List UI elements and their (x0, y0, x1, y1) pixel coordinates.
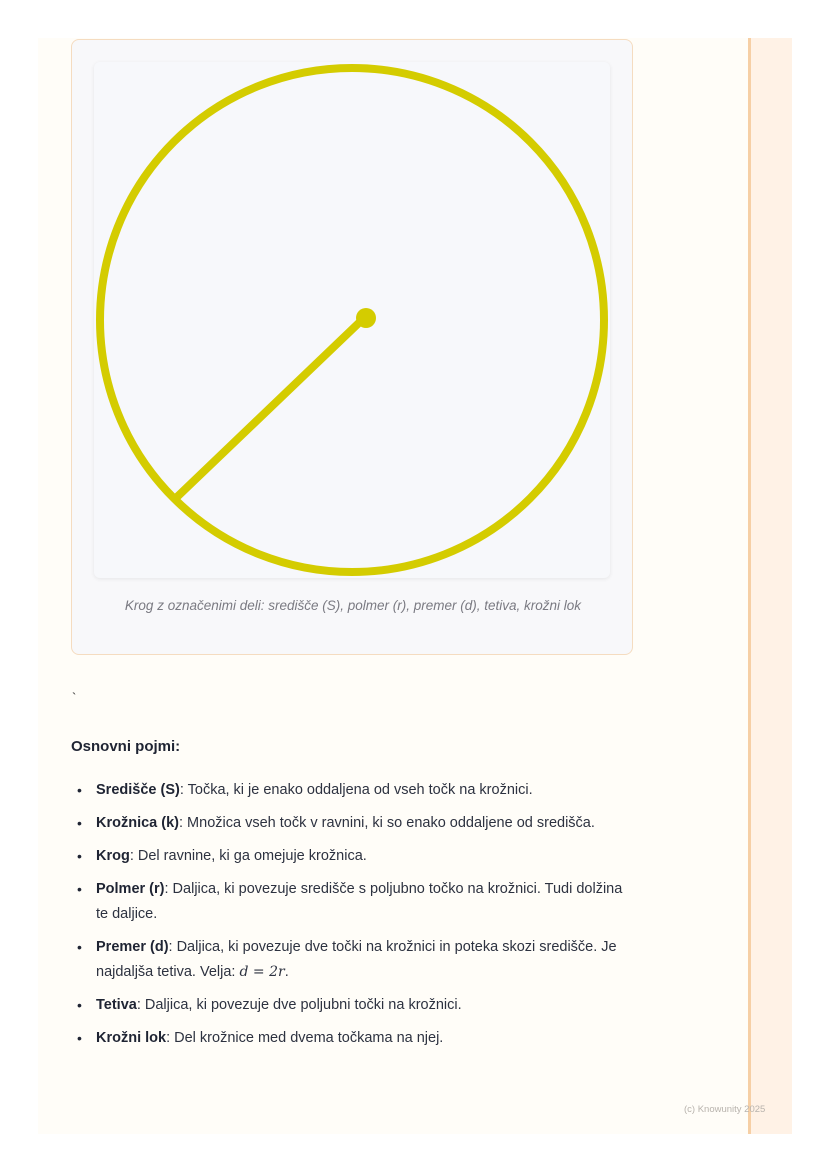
bullet-icon: • (77, 939, 82, 955)
term-description: : Točka, ki je enako oddaljena od vseh točk na krožnici. (179, 782, 533, 798)
right-margin-strip (748, 38, 792, 1134)
terms-list (71, 778, 631, 1059)
diameter-formula: d = 2r (239, 964, 285, 980)
term-label: Premer (d) (96, 939, 169, 955)
list-item (71, 993, 631, 1018)
figure-caption: Krog z označenimi deli: središče (S), polmer (r), premer (d), tetiva, krožni lok (124, 598, 582, 613)
term-description: : Množica vseh točk v ravnini, ki so enako oddaljene od središča. (179, 815, 595, 831)
section-heading: Osnovni pojmi: (71, 738, 181, 755)
list-item (71, 811, 631, 836)
term-label: Krožni lok (96, 1030, 167, 1046)
term-description: : Daljica, ki povezuje središče s poljubno točko na krožnici. Tudi dolžina te daljice. (96, 881, 623, 922)
term-description: : Daljica, ki povezuje dve točki na krožnici in poteka skozi središče. Je najdaljša tetiva. Velja: (96, 939, 617, 980)
list-item (71, 844, 631, 869)
bullet-icon: • (77, 815, 82, 831)
center-point (356, 308, 376, 328)
radius-line (177, 318, 364, 497)
list-item (71, 877, 631, 927)
list-item (71, 935, 631, 985)
stray-mark: ` (72, 690, 77, 705)
list-item (71, 1026, 631, 1051)
term-label: Središče (S) (96, 782, 180, 798)
term-description: : Daljica, ki povezuje dve poljubni točki na krožnici. (136, 997, 462, 1013)
bullet-icon: • (77, 881, 82, 897)
term-description: : Del ravnine, ki ga omejuje krožnica. (129, 848, 367, 864)
bullet-icon: • (77, 848, 82, 864)
term-label: Krog (96, 848, 130, 864)
formula-period: . (284, 964, 289, 980)
bullet-icon: • (77, 1030, 82, 1046)
circle-diagram (94, 62, 610, 578)
term-label: Tetiva (96, 997, 137, 1013)
bullet-icon: • (77, 782, 82, 798)
term-label: Polmer (r) (96, 881, 165, 897)
figure-card (71, 39, 633, 655)
circle-figure (94, 62, 610, 578)
copyright-notice: (c) Knowunity 2025 (684, 1104, 766, 1115)
bullet-icon: • (77, 997, 82, 1013)
term-description: : Del krožnice med dvema točkama na njej. (166, 1030, 444, 1046)
term-label: Krožnica (k) (96, 815, 179, 831)
list-item (71, 778, 631, 803)
